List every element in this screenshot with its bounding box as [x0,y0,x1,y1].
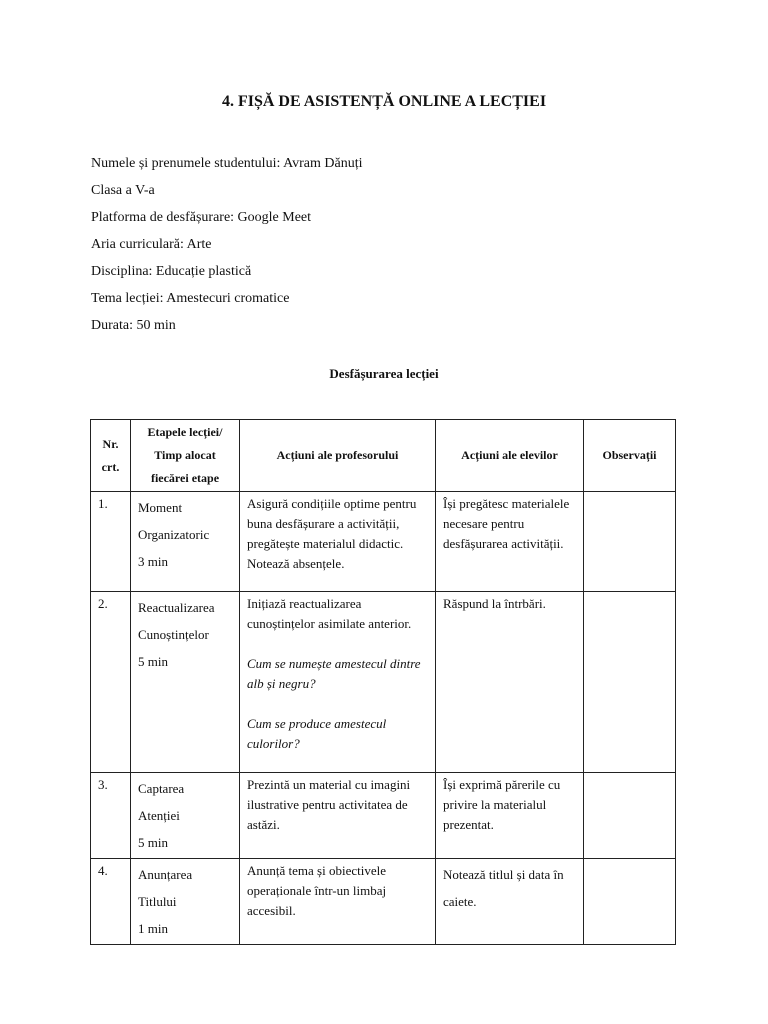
info-student-name: Numele și prenumele studentului: Avram Dănuți [91,156,363,171]
page-title: 4. FIȘĂ DE ASISTENȚĂ ONLINE A LECȚIEI [221,93,547,110]
cell-teacher-actions [240,592,436,773]
header-nr-line: Nr. [102,436,119,451]
cell-student-actions: Notează titlul și data în caiete. [436,859,584,945]
lesson-table [90,419,676,945]
stage-name: Titlului [138,894,177,909]
teacher-action-text: Inițiază reactualizarea cunoștințelor asimilate anterior. [247,596,412,631]
header-nr [91,420,131,492]
stage-time: 3 min [138,554,168,569]
cell-student-actions: Răspund la întrbări. [436,592,584,773]
header-teacher-actions: Acțiuni ale profesorului [240,420,436,492]
header-nr-line: crt. [101,459,120,474]
header-student-actions: Acțiuni ale elevilor [436,420,584,492]
teacher-action-text: Notează absențele. [247,556,345,571]
stage-time: 5 min [138,835,168,850]
stage-name: Anunțarea [138,867,193,882]
stage-name: Atenției [138,808,180,823]
cell-stage [131,492,240,592]
cell-observations [584,592,676,773]
info-platform: Platforma de desfășurare: Google Meet [91,210,312,225]
teacher-action-text: Anunță tema și obiectivele operaționale într-un limbaj accesibil. [247,863,387,918]
header-stages-line: Timp alocat [154,448,216,462]
table-row [91,492,676,592]
cell-nr: 4. [91,859,131,945]
stage-name: Moment [138,500,183,515]
table-row [91,592,676,773]
table-row [91,773,676,859]
cell-nr: 3. [91,773,131,859]
cell-stage [131,592,240,773]
stage-name: Reactualizarea [138,600,215,615]
teacher-action-text: Asigură condițiile optime pentru buna desfășurare a activității, pregătește materialul didactic. [247,496,417,551]
header-stages-line: Etapele lecției/ [147,425,223,439]
stage-time: 1 min [138,921,168,936]
cell-teacher-actions [240,773,436,859]
header-stages [131,420,240,492]
stage-name: Cunoștințelor [138,627,209,642]
info-subject: Disciplina: Educație plastică [91,264,252,279]
header-observations: Observații [584,420,676,492]
stage-name: Organizatoric [138,527,210,542]
table-row [91,859,676,945]
teacher-question: Cum se numește amestecul dintre alb și negru? [247,656,421,691]
cell-teacher-actions [240,859,436,945]
stage-time: 5 min [138,654,168,669]
header-stages-line: fiecărei etape [150,471,220,485]
cell-observations [584,492,676,592]
cell-nr: 1. [91,492,131,592]
info-lesson-theme: Tema lecției: Amestecuri cromatice [91,291,290,306]
teacher-question: Cum se produce amestecul culorilor? [247,716,387,751]
cell-stage [131,773,240,859]
cell-student-actions: Își pregătesc materialele necesare pentru desfășurarea activității. [436,492,584,592]
cell-nr: 2. [91,592,131,773]
info-class: Clasa a V-a [91,183,155,198]
teacher-action-text: Prezintă un material cu imagini ilustrative pentru activitatea de astăzi. [247,777,411,832]
cell-stage [131,859,240,945]
student-info [91,150,363,339]
info-duration: Durata: 50 min [91,318,176,333]
cell-student-actions: Își exprimă părerile cu privire la materialul prezentat. [436,773,584,859]
cell-teacher-actions [240,492,436,592]
section-title: Desfășurarea lecției [329,366,439,381]
info-curricular-area: Aria curriculară: Arte [91,237,212,252]
table-header-row [91,420,676,492]
cell-observations [584,859,676,945]
stage-name: Captarea [138,781,185,796]
cell-observations [584,773,676,859]
